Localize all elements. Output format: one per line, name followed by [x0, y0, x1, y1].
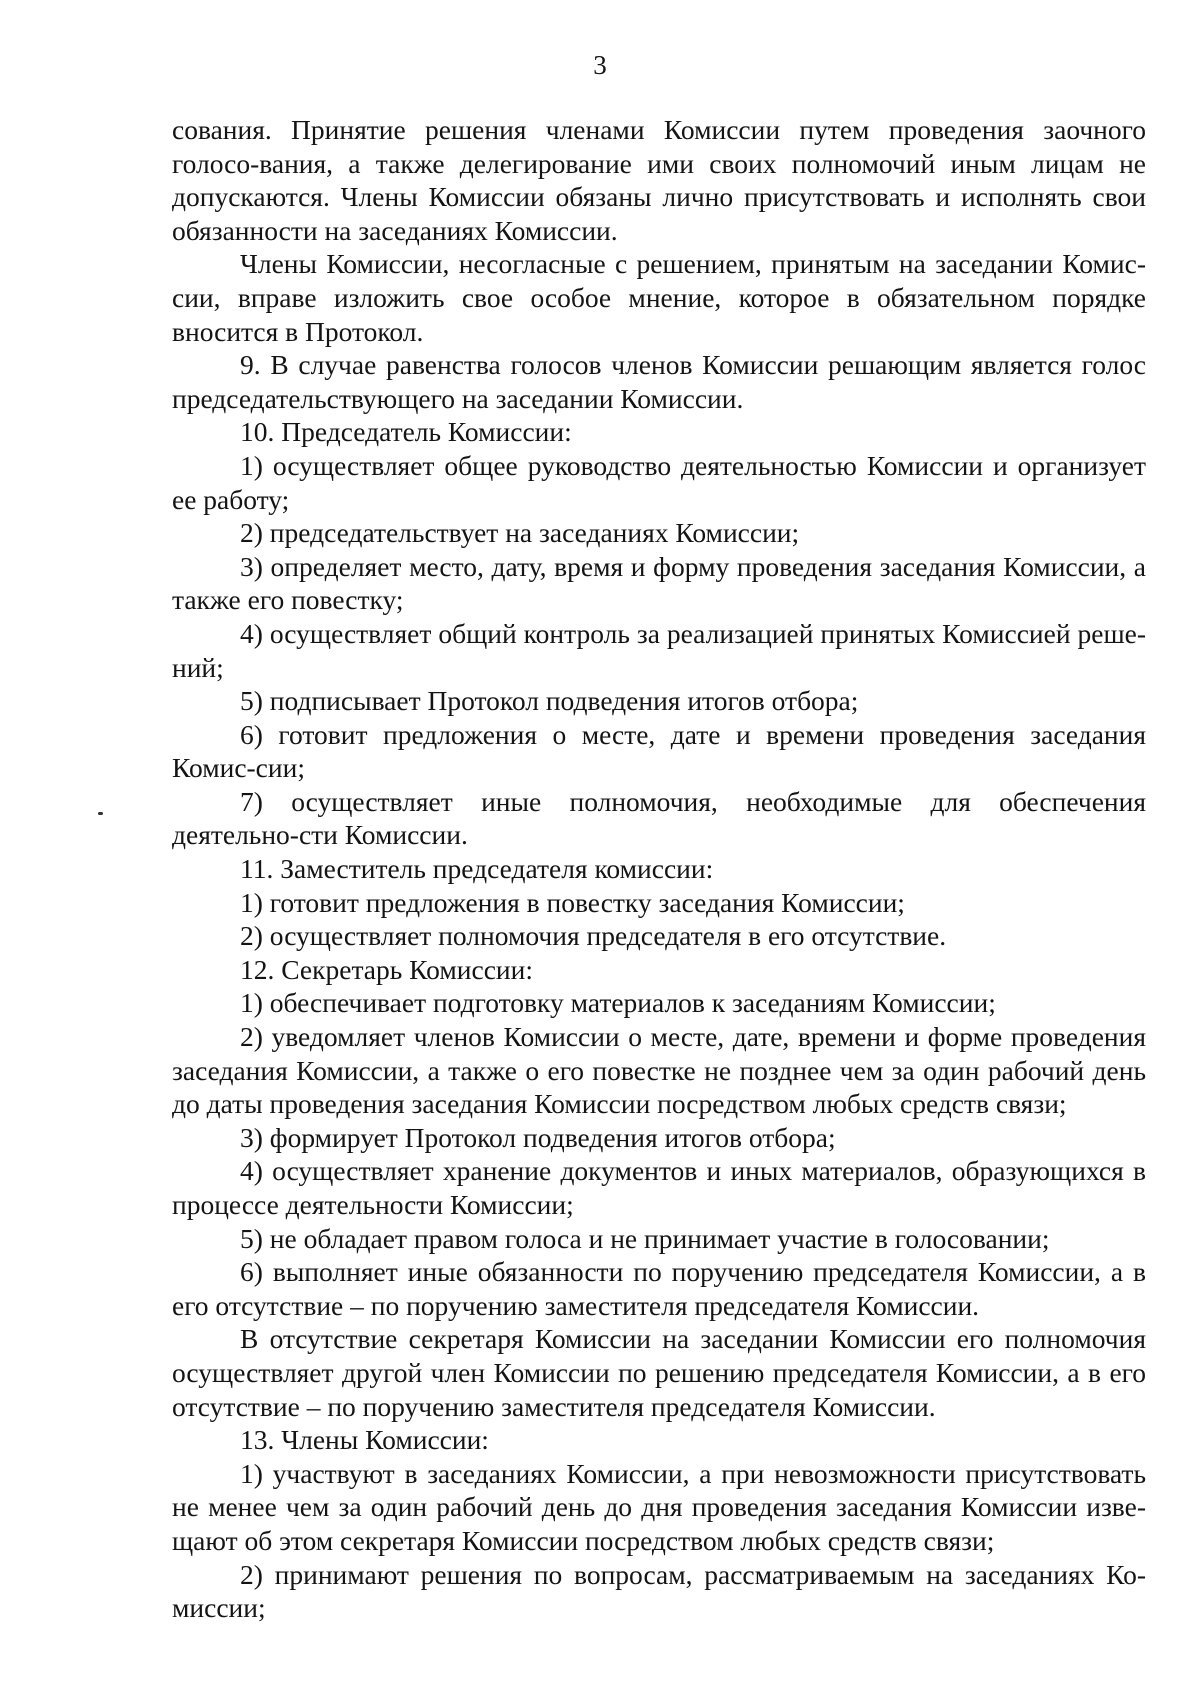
- clause-12-heading: 12. Секретарь Комиссии:: [240, 953, 533, 985]
- clause-12-item-2: 2) уведомляет членов Комиссии о месте, дате, времени и форме проведения заседания Комиссии, а также о его повестке не позднее чем за один рабочий день до даты проведения заседания Комиссии посредством любых средств связи;: [172, 1021, 1146, 1120]
- clause-10-item-1: 1) осуществляет общее руководство деятельностью Комиссии и организует ее работу;: [172, 449, 1146, 515]
- document-body: [172, 113, 1146, 1625]
- clause-11-item-1: 1) готовит предложения в повестку заседания Комиссии;: [240, 886, 905, 918]
- clause-10-item-7: 7) осуществляет иные полномочия, необходимые для обеспечения деятельно-сти Комиссии.: [172, 785, 1146, 851]
- clause-11-heading: 11. Заместитель председателя комиссии:: [240, 853, 714, 885]
- clause-9: 9. В случае равенства голосов членов Комиссии решающим является голос председательствующего на заседании Комиссии.: [172, 349, 1146, 414]
- clause-13-item-2: 2) принимают решения по вопросам, рассматриваемым на заседаниях Ко-миссии;: [172, 1558, 1146, 1624]
- clause-10-item-5: 5) подписывает Протокол подведения итогов отбора;: [240, 685, 859, 717]
- scan-speck: [98, 812, 103, 815]
- clause-10-item-6: 6) готовит предложения о месте, дате и времени проведения заседания Комис-сии;: [172, 718, 1146, 784]
- clause-10-item-4: 4) осуществляет общий контроль за реализацией принятых Комиссией реше-ний;: [172, 617, 1146, 683]
- paragraph-continuation: сования. Принятие решения членами Комиссии путем проведения заочного голосо-вания, а также делегирование ими своих полномочий иным лицам не допускаются. Члены Комиссии обязаны лично присутствовать и исполнять свои обязанности на заседаниях Комиссии.: [172, 114, 1146, 246]
- clause-12-item-3: 3) формирует Протокол подведения итогов отбора;: [240, 1121, 836, 1153]
- clause-10-heading: 10. Председатель Комиссии:: [240, 416, 572, 448]
- clause-10-item-2: 2) председательствует на заседаниях Комиссии;: [240, 517, 800, 549]
- clause-12-item-6: 6) выполняет иные обязанности по поручению председателя Комиссии, а в его отсутствие – по поручению заместителя председателя Комиссии.: [172, 1256, 1146, 1321]
- paragraph-secretary-absence: В отсутствие секретаря Комиссии на заседании Комиссии его полномочия осуществляет другой член Комиссии по решению председателя Комиссии, а в его отсутствие – по поручению заместителя председателя Комиссии.: [172, 1323, 1146, 1422]
- clause-11-item-2: 2) осуществляет полномочия председателя в его отсутствие.: [240, 920, 947, 952]
- page-number: 3: [593, 50, 607, 80]
- clause-13-heading: 13. Члены Комиссии:: [240, 1424, 489, 1456]
- clause-10-item-3: 3) определяет место, дату, время и форму проведения заседания Комиссии, а также его повестку;: [172, 550, 1146, 616]
- clause-13-item-1: 1) участвуют в заседаниях Комиссии, а при невозможности присутствовать не менее чем за один рабочий день до дня проведения заседания Комиссии изве-щают об этом секретаря Комиссии посредством любых средств связи;: [172, 1457, 1146, 1556]
- paragraph-dissent: Члены Комиссии, несогласные с решением, принятым на заседании Комис-сии, вправе изложить свое особое мнение, которое в обязательном порядке вносится в Протокол.: [172, 248, 1146, 347]
- clause-12-item-5: 5) не обладает правом голоса и не принимает участие в голосовании;: [240, 1222, 1050, 1254]
- clause-12-item-4: 4) осуществляет хранение документов и иных материалов, образующихся в процессе деятельности Комиссии;: [172, 1155, 1146, 1220]
- clause-12-item-1: 1) обеспечивает подготовку материалов к заседаниям Комиссии;: [240, 987, 996, 1019]
